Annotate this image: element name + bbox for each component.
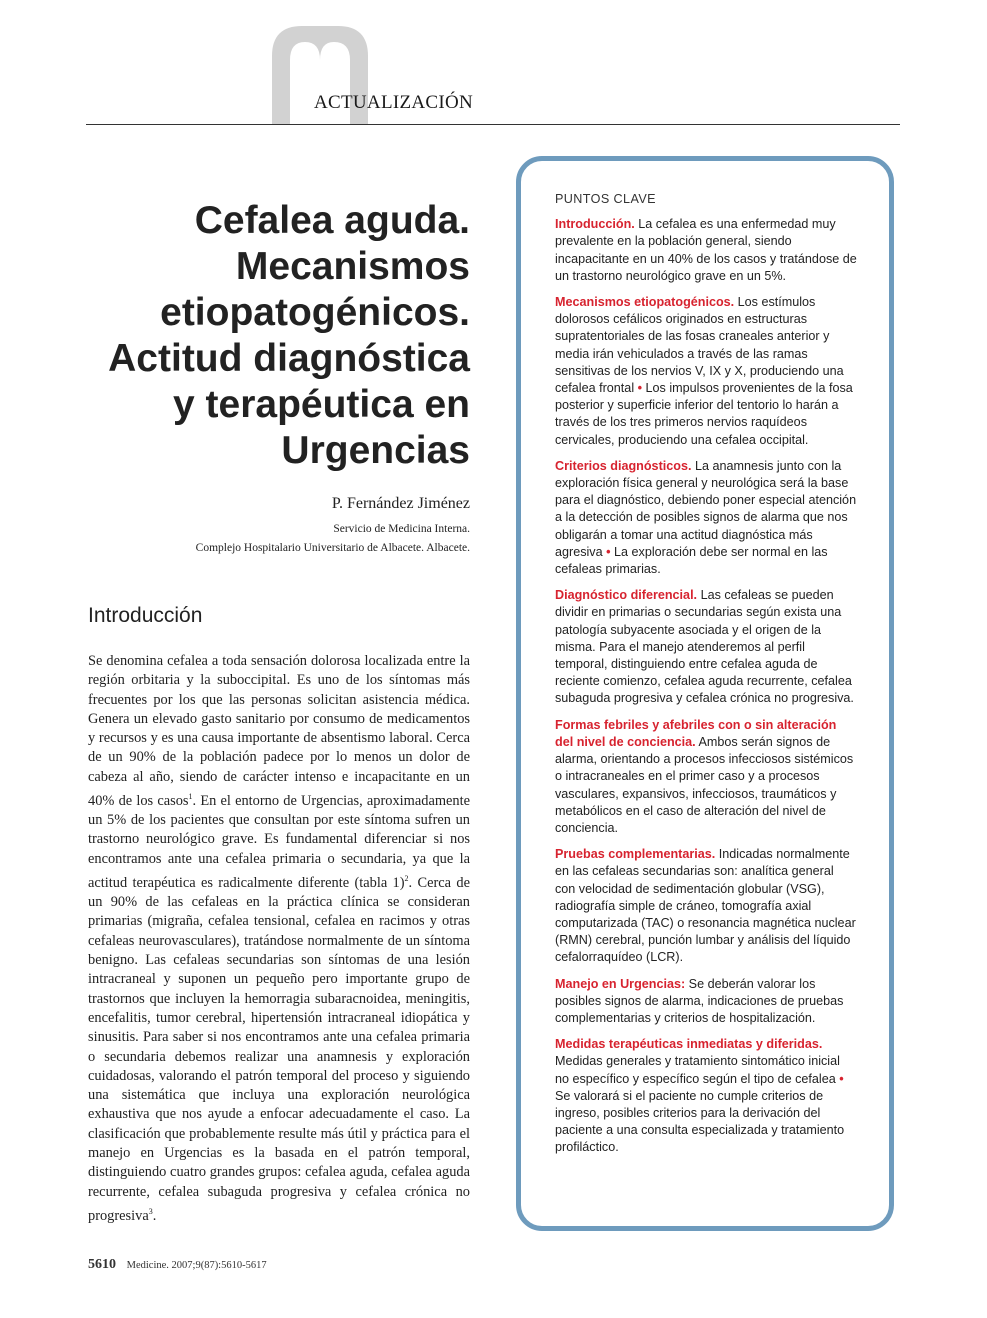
title-line: Mecanismos <box>235 245 470 288</box>
key-point-text: Se valorará si el paciente no cumple criterios de ingreso, posibles criterios para la derivación del paciente a una consulta especializada y tratamiento profiláctico. <box>555 1088 845 1155</box>
key-point-heading: Formas febriles y afebriles con o sin alteración del nivel de conciencia. <box>555 717 837 749</box>
key-point-text: La cefalea es una enfermedad muy prevalente en la población general, siendo incapacitante en un 40% de los casos y tratándose de un trastorno neurológico grave en un 5%. <box>555 217 857 283</box>
introduction-heading: Introducción <box>88 604 203 627</box>
bullet-separator: • <box>637 381 643 396</box>
key-points-title: PUNTOS CLAVE <box>555 192 656 206</box>
key-point-text: La anamnesis junto con la exploración física general y neurológica será la base para el diagnóstico, debiendo poner especial atención a la detección de posibles signos de alarma que nos obligarán a tomar una actitud diagnóstica más agresiva <box>555 458 857 559</box>
title-line: y terapéutica en <box>173 383 470 426</box>
key-point <box>555 294 857 449</box>
key-point-heading: Introducción. <box>555 217 635 232</box>
key-point <box>555 846 857 966</box>
key-point-heading: Criterios diagnósticos. <box>555 458 692 473</box>
key-point-text: Las cefaleas se pueden dividir en primarias o secundarias según exista una patología subyacente asociada y el origen de la misma. Para el manejo atenderemos al perfil temporal, distinguiendo entre cefalea aguda de reciente comienzo, cefalea aguda recurrente, cefalea subaguda progresiva y cefalea crónica no progresiva. <box>555 588 854 706</box>
key-point <box>555 1036 857 1156</box>
title-line: Actitud diagnóstica <box>108 337 470 380</box>
page-footer <box>88 1257 267 1273</box>
bullet-separator: • <box>606 544 611 559</box>
author-name: P. Fernández Jiménez <box>331 495 470 512</box>
key-point-text: La exploración debe ser normal en las cefaleas primarias. <box>555 544 828 577</box>
key-point-heading: Mecanismos etiopatogénicos. <box>555 295 735 310</box>
key-points-box <box>516 156 894 1231</box>
affiliation-line: Servicio de Medicina Interna. <box>333 523 470 535</box>
key-point-text: Medidas generales y tratamiento sintomático inicial no específico y específico según el tipo de cefalea <box>555 1054 840 1086</box>
title-line: Cefalea aguda. <box>194 199 470 242</box>
citation-ref: 1 <box>188 792 193 802</box>
key-point-heading: Manejo en Urgencias: <box>555 976 686 991</box>
key-point-text: Los estímulos dolorosos cefálicos originados en estructuras supratentoriales de las fosas craneales anterior y media irán vehiculados a través de las ramas sensitivas de los nervios V, IX y X, produciendo una cefalea frontal <box>555 295 844 396</box>
key-point-text: Se deberán valorar los posibles signos de alarma, indicaciones de pruebas complementarias y criterios de hospitalización. <box>555 976 844 1025</box>
key-point <box>555 976 857 1028</box>
key-point-text: Indicadas normalmente en las cefaleas secundarias son: analítica general con velocidad de sedimentación globular (VSG), radiografía simple de cráneo, tomografía axial computarizada (TAC) o resonancia magnética nuclear (RMN) cerebral, punción lumbar y análisis del líquido cefalorraquídeo (LCR). <box>555 847 856 965</box>
key-point-text: Los impulsos provenientes de la fosa posterior y superficie inferior del tentorio lo harán a través de los tres primeros nervios raquídeos cervicales, produciendo una cefalea occipital. <box>555 381 853 447</box>
intro-text: . En el entorno de Urgencias, aproximadamente un 5% de los pacientes que consultan por este síntoma sufren un trastorno neurológico grave. Es fundamental diferenciar si nos encontramos ante una cefalea primaria o secundaria, ya que la actitud terapéutica es radicalmente diferente (tabla 1) <box>88 792 471 891</box>
key-point-text: Ambos serán signos de alarma, orientando a procesos infecciosos sistémicos o intracraneales en el primer caso y a procesos vasculares, expansivos, infecciosos, traumáticos y metabólicos en el caso de alteración del nivel de conciencia. <box>555 734 854 835</box>
header-rule <box>86 124 900 125</box>
key-point-heading: Medidas terapéuticas inmediatas y diferidas. <box>555 1037 823 1052</box>
affiliation-line: Complejo Hospitalario Universitario de Albacete. Albacete. <box>195 542 470 554</box>
citation-ref: 2 <box>404 874 409 884</box>
key-point-heading: Diagnóstico diferencial. <box>555 588 698 603</box>
key-point-heading: Pruebas complementarias. <box>555 847 716 862</box>
section-label: ACTUALIZACIÓN <box>314 92 474 113</box>
journal-citation: Medicine. 2007;9(87):5610-5617 <box>126 1260 267 1271</box>
key-point <box>555 587 857 707</box>
key-point <box>555 216 857 285</box>
key-point <box>555 717 857 837</box>
intro-text: Se denomina cefalea a toda sensación dolorosa localizada entre la región orbitaria y la suboccipital. Es uno de los síntomas más frecuentes por los que las personas solicitan asistencia médica. Genera un elevado gasto sanitario por consumo de medicamentos y recursos y es una causa importante de absentismo laboral. Cerca de un 90% de la población padece por lo menos un dolor de cabeza al año, siendo de carácter intenso e incapacitante en un 40% de los casos <box>88 653 470 809</box>
introduction-body <box>88 652 470 1226</box>
citation-ref: 3 <box>148 1206 153 1216</box>
title-line: etiopatogénicos. <box>160 291 470 334</box>
article-title <box>86 198 470 474</box>
intro-text: . Cerca de un 90% de las cefaleas en la práctica clínica se consideran primarias (migraña, cefalea tensional, cefalea en racimos y otras cefaleas neurovasculares), tratándose normalmente de un síntoma benigno. Las cefaleas secundarias son síntomas de una lesión intracraneal y suponen un pequeño pero importante grupo de trastornos que incluyen la hemorragia subaracnoidea, meningitis, encefalitis, tumor cerebral, hipertensión intracraneal idiopática y sinusitis. Para saber si nos encontramos ante una cefalea primaria o secundaria debemos realizar una anamnesis y exploración cuidadosas, valorando el patrón temporal del proceso y siguiendo una sistemática que incluya una exploración neurológica exhaustiva que nos ayude a enfocar adecuadamente el caso. La clasificación que probablemente resulte más útil y práctica para el manejo en Urgencias es la basada en el patrón temporal, distinguiendo cuatro grandes grupos: cefalea aguda, cefalea aguda recurrente, cefalea subaguda progresiva y cefalea crónica no progresiva <box>88 874 470 1224</box>
affiliation <box>86 520 470 558</box>
bullet-separator: • <box>839 1071 844 1086</box>
intro-text: . <box>152 1207 157 1224</box>
title-line: Urgencias <box>281 429 470 472</box>
key-point <box>555 458 857 578</box>
page-number: 5610 <box>88 1257 116 1272</box>
